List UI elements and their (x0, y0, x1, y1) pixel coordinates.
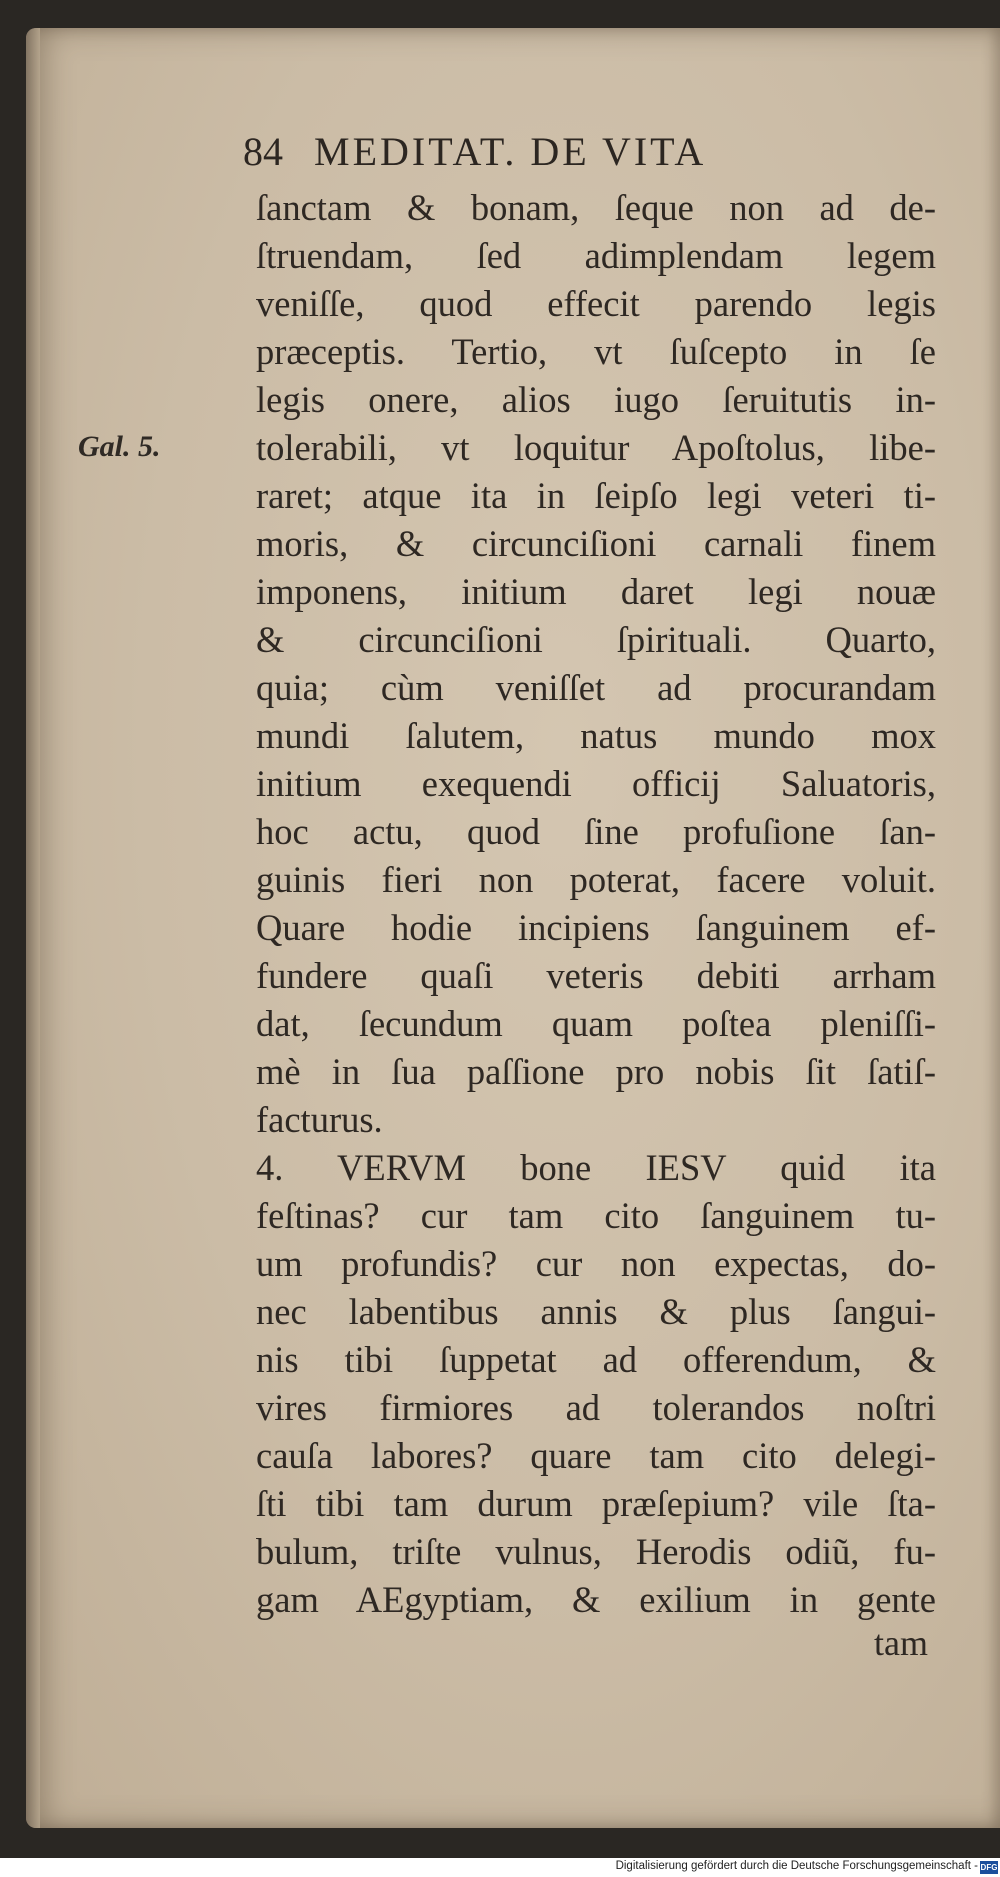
text-line: um profundis? cur non expectas, do- (256, 1243, 936, 1284)
running-title: MEDITAT. DE VITA (314, 129, 707, 174)
margin-note: Gal. 5. (78, 430, 161, 463)
text-line: imponens, initium daret legi nouæ (256, 571, 936, 612)
text-line: & circunciſioni ſpirituali. Quarto, (256, 619, 936, 660)
dfg-logo-icon: DFG (980, 1863, 998, 1872)
text-line: dat, ſecundum quam poſtea pleniſſi- (256, 1003, 936, 1044)
text-line: legis onere, alios iugo ſeruitutis in- (256, 379, 936, 420)
text-line: initium exequendi officij Saluatoris, (256, 763, 936, 804)
text-line: Quare hodie incipiens ſanguinem ef- (256, 907, 936, 948)
text-line: cauſa labores? quare tam cito delegi- (256, 1435, 936, 1476)
page-number: 84 (243, 129, 283, 174)
text-line: nec labentibus annis & plus ſangui- (256, 1291, 936, 1332)
catchword: tam (874, 1623, 928, 1663)
text-line: facturus. (256, 1099, 383, 1140)
text-line: vires firmiores ad tolerandos noſtri (256, 1387, 936, 1428)
text-line: raret; atque ita in ſeipſo legi veteri ti- (256, 475, 936, 516)
text-line: mè in ſua paſſione pro nobis ſit ſatiſ- (256, 1051, 936, 1092)
text-line: præceptis. Tertio, vt ſuſcepto in ſe (256, 331, 936, 372)
text-line: veniſſe, quod effecit parendo legis (256, 283, 936, 324)
text-line: nis tibi ſuppetat ad offerendum, & (256, 1339, 936, 1380)
text-line: hoc actu, quod ſine profuſione ſan- (256, 811, 936, 852)
text-line: bulum, triſte vulnus, Herodis odiũ, fu- (256, 1531, 936, 1572)
text-line: ſtruendam, ſed adimplendam legem (256, 235, 936, 276)
page-edge (26, 28, 40, 1828)
page-header (243, 128, 883, 178)
text-line: ſanctam & bonam, ſeque non ad de- (256, 187, 936, 228)
text-line: quia; cùm veniſſet ad procurandam (256, 667, 936, 708)
text-line: guinis fieri non poterat, facere voluit. (256, 859, 936, 900)
text-line: tolerabili, vt loquitur Apoſtolus, libe- (256, 427, 936, 468)
text-line: fundere quaſi veteris debiti arrham (256, 955, 936, 996)
text-line: moris, & circunciſioni carnali finem (256, 523, 936, 564)
text-line: gam AEgyptiam, & exilium in gente (256, 1579, 936, 1620)
text-line: 4. VERVM bone IESV quid ita (256, 1147, 936, 1188)
text-line: feſtinas? cur tam cito ſanguinem tu- (256, 1195, 936, 1236)
text-line: ſti tibi tam durum præſepium? vile ſta- (256, 1483, 936, 1524)
page-body (256, 184, 936, 1624)
text-line: mundi ſalutem, natus mundo mox (256, 715, 936, 756)
digitization-credit: Digitalisierung gefördert durch die Deutsche Forschungsgemeinschaft - (615, 1860, 978, 1872)
